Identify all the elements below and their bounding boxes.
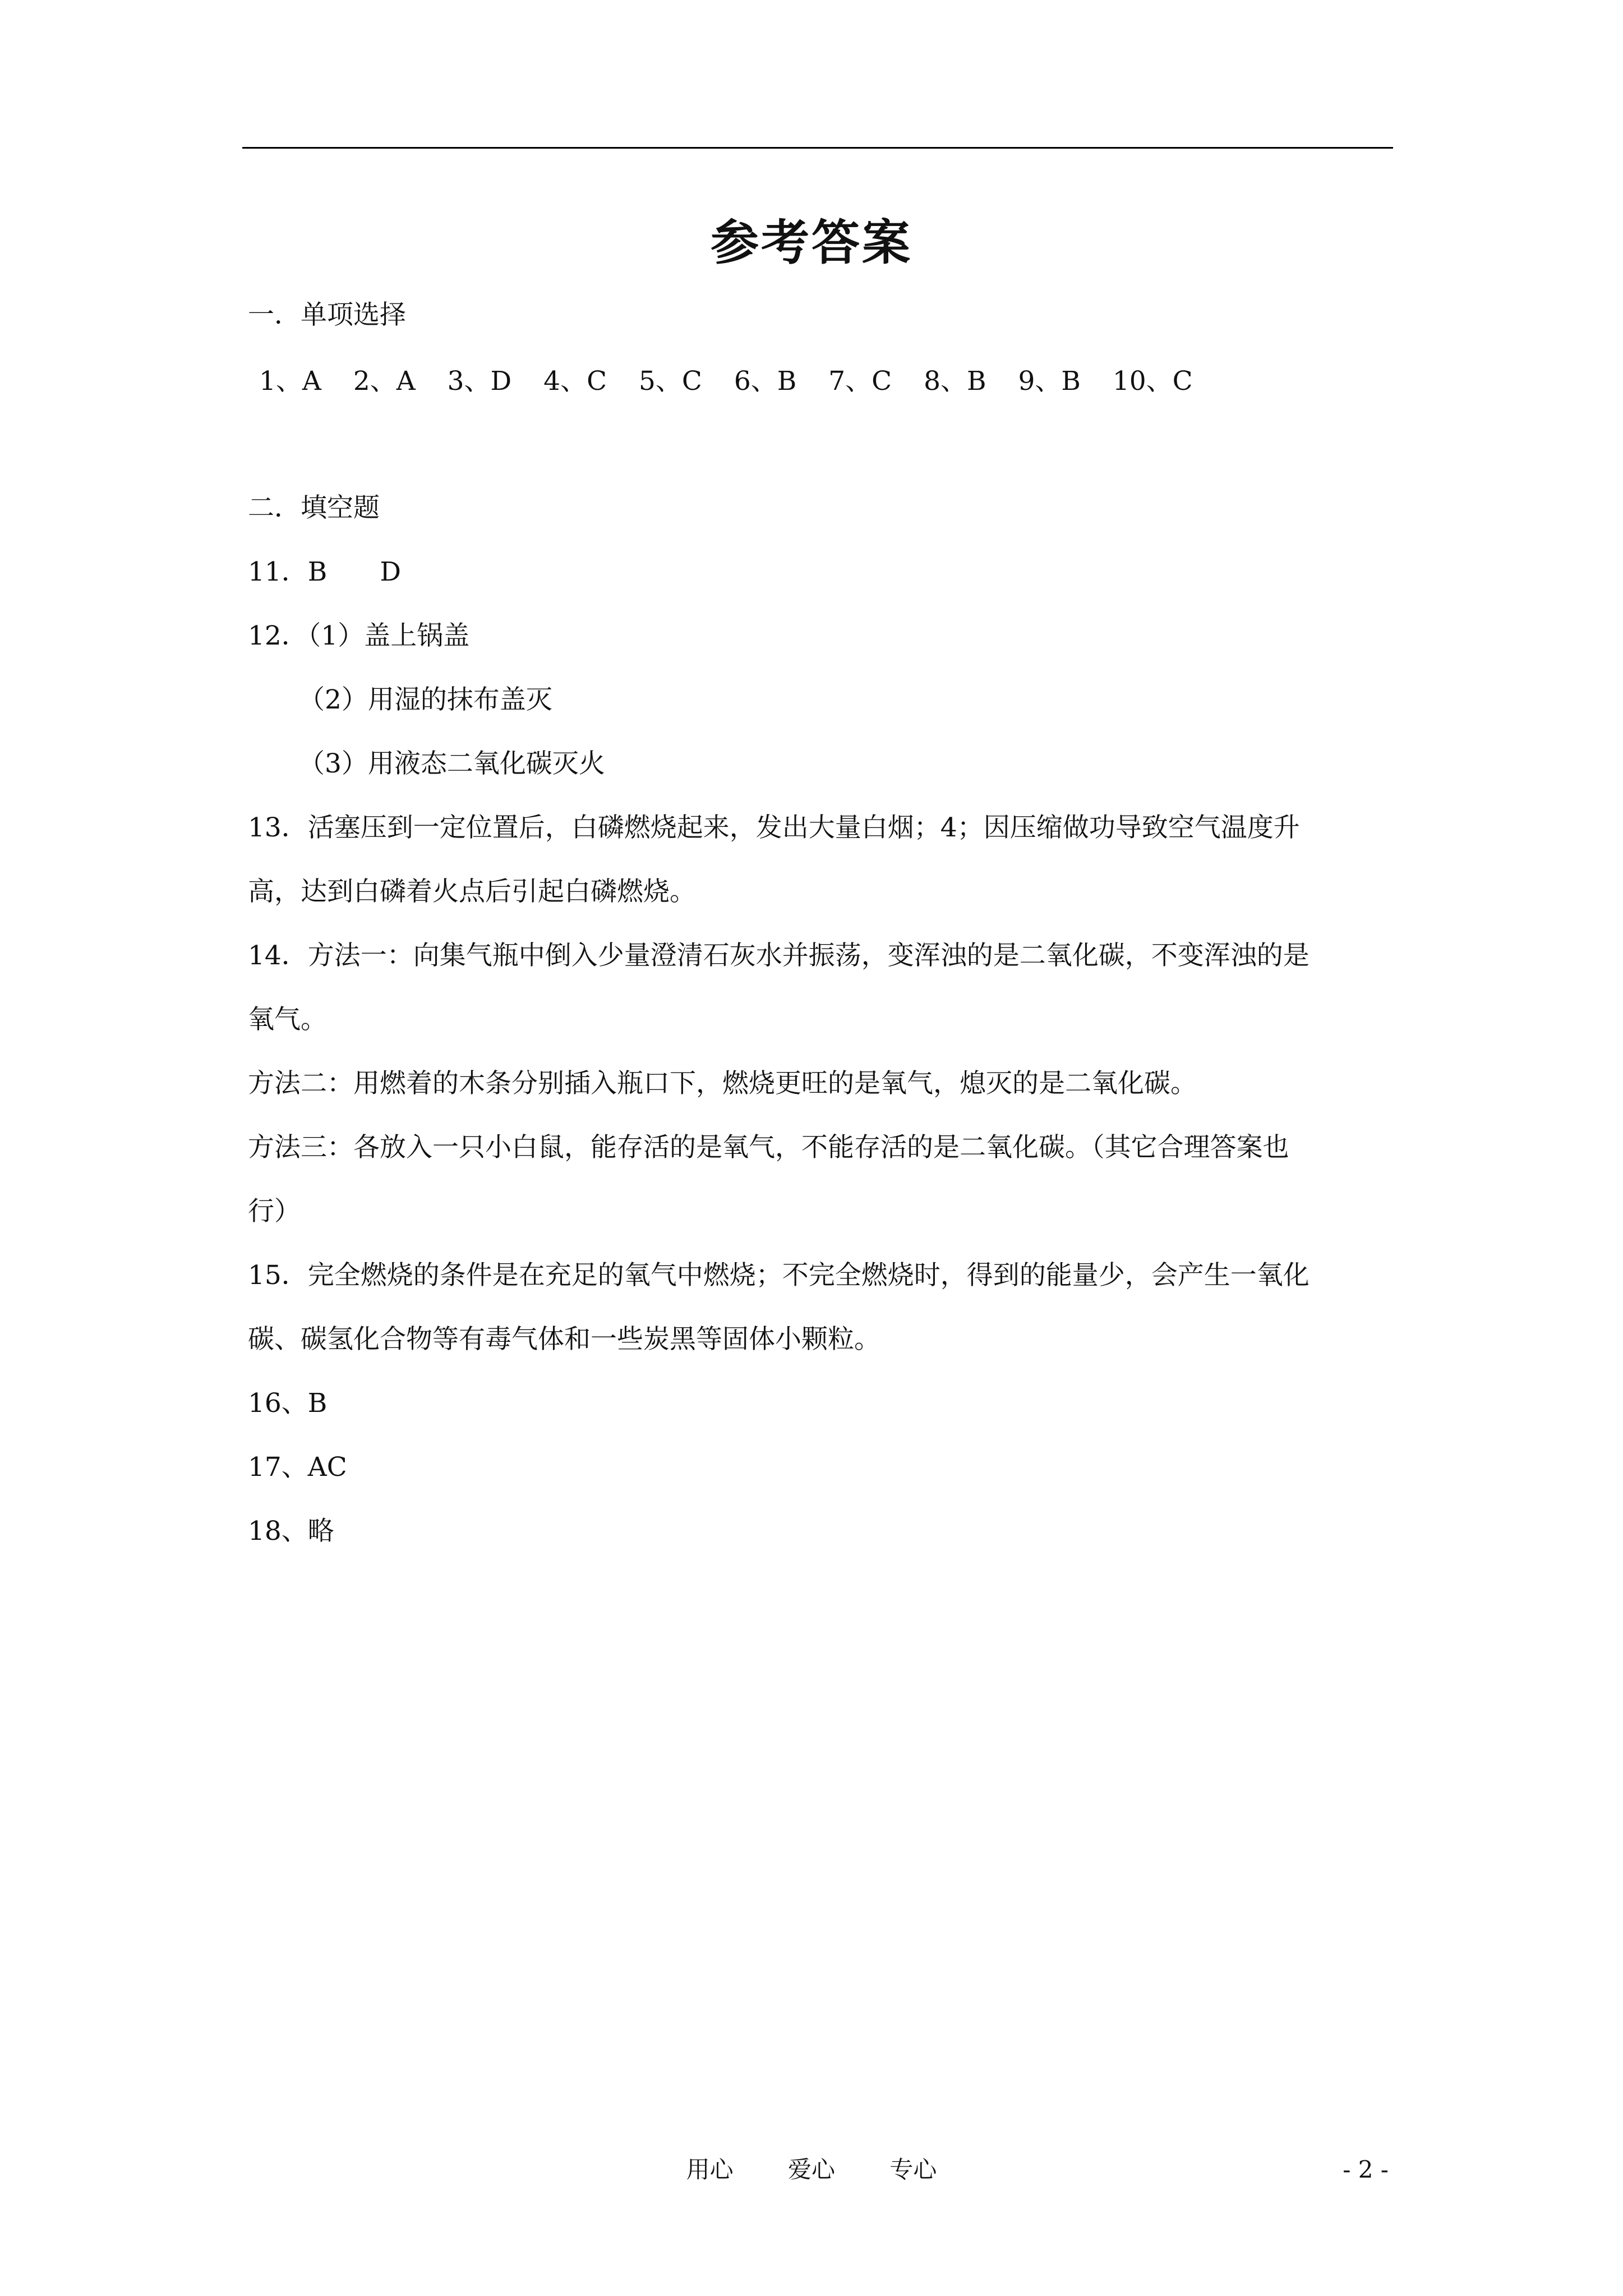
answer-item: 7、C: [828, 366, 892, 397]
answer-item: 10、C: [1112, 366, 1193, 397]
answer-line: 行）: [248, 1196, 301, 1227]
answer-item: 4、C: [543, 366, 607, 397]
answer-list: [259, 365, 1216, 398]
footer-item: 专心: [889, 2156, 937, 2183]
answer-line: （2）用湿的抹布盖灭: [298, 684, 552, 715]
answer-line: 氧气。: [248, 1004, 327, 1035]
answer-line: 15．完全燃烧的条件是在充足的氧气中燃烧；不完全燃烧时，得到的能量少，会产生一氧化: [248, 1260, 1310, 1291]
answer-item: 3、D: [447, 366, 512, 397]
answer-line: 12．（1）盖上锅盖: [248, 620, 470, 651]
header-rule: [242, 147, 1393, 149]
page-number: - 2 -: [1343, 2156, 1389, 2183]
answer-line: 13．活塞压到一定位置后，白磷燃烧起来，发出大量白烟；4；因压缩做功导致空气温度升: [248, 812, 1300, 843]
answer-line: 碳、碳氢化合物等有毒气体和一些炭黑等固体小颗粒。: [248, 1324, 880, 1355]
answer-line: 14．方法一：向集气瓶中倒入少量澄清石灰水并振荡，变浑浊的是二氧化碳，不变浑浊的是: [248, 940, 1310, 971]
answer-line: 18、略: [248, 1516, 334, 1547]
answer-line: 11．B D: [248, 556, 402, 587]
answer-item: 1、A: [259, 366, 321, 397]
footer-item: 爱心: [787, 2156, 835, 2183]
answer-item: 5、C: [639, 366, 702, 397]
answer-line: 高，达到白磷着火点后引起白磷燃烧。: [248, 876, 696, 907]
page-title: 参考答案: [711, 215, 912, 271]
answer-line: 方法三：各放入一只小白鼠，能存活的是氧气，不能存活的是二氧化碳。（其它合理答案也: [248, 1132, 1289, 1163]
answer-item: 9、B: [1018, 366, 1081, 397]
answer-line: （3）用液态二氧化碳灭火: [298, 748, 605, 779]
answer-line: 16、B: [248, 1388, 328, 1419]
answer-item: 8、B: [924, 366, 986, 397]
answer-item: 2、A: [353, 366, 416, 397]
answer-line: 方法二：用燃着的木条分别插入瓶口下，燃烧更旺的是氧气，熄灭的是二氧化碳。: [248, 1068, 1197, 1099]
footer-item: 用心: [686, 2156, 734, 2183]
answer-line: 17、AC: [248, 1452, 347, 1483]
section2-heading: 二．填空题: [248, 493, 380, 523]
section1-heading: 一．单项选择: [248, 300, 406, 330]
answer-item: 6、B: [734, 366, 797, 397]
